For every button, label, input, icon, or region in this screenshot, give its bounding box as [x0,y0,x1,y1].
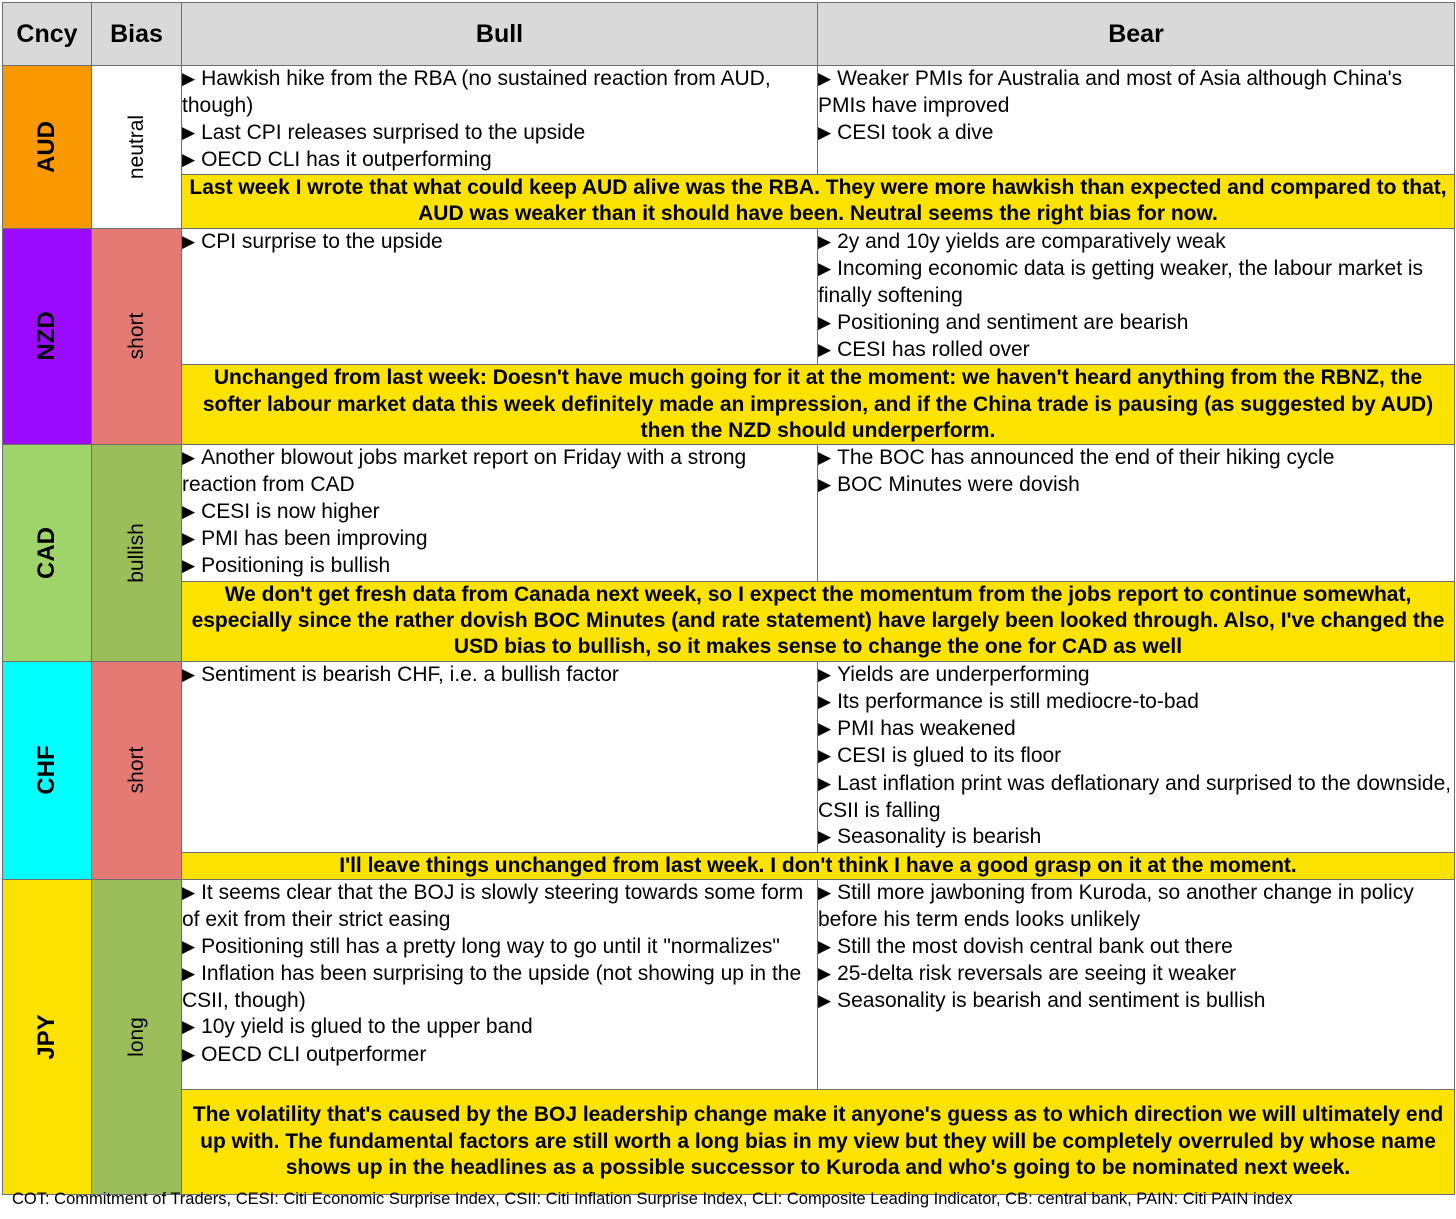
bull-factor: ▶ OECD CLI has it outperforming [182,147,492,171]
triangle-bullet-icon: ▶ [182,448,196,468]
bear-factor: ▶ CESI is glued to its floor [818,744,1062,768]
bear-cell-cad [818,445,1455,581]
comment-row-jpy [3,1089,1455,1194]
currency-cell-aud [3,66,92,229]
bull-factor: ▶ Hawkish hike from the RBA (no sustained reaction from AUD, though) [182,67,771,118]
triangle-bullet-icon: ▶ [818,963,832,983]
triangle-bullet-icon: ▶ [818,882,832,902]
triangle-bullet-icon: ▶ [182,963,196,983]
triangle-bullet-icon: ▶ [818,448,832,468]
currency-label: NZD [33,311,60,362]
bias-label: long [124,1017,148,1057]
bear-factor: ▶ BOC Minutes were dovish [818,473,1080,497]
triangle-bullet-icon: ▶ [818,122,832,142]
triangle-bullet-icon: ▶ [182,529,196,549]
currency-label: CHF [33,745,60,795]
abbreviations-footnote: COT: Commitment of Traders, CESI: Citi Economic Surprise Index, CSII: Citi Inflation Surprise Index, CLI: Composite Leading Indicator, CB: central bank, PAIN: Citi PAIN index [12,1190,1293,1208]
bias-cell-chf [92,661,182,879]
bias-cell-aud [92,66,182,229]
bull-factor: ▶ OECD CLI outperformer [182,1042,427,1066]
comment-row-nzd [3,365,1455,445]
triangle-bullet-icon: ▶ [182,1017,196,1037]
triangle-bullet-icon: ▶ [818,664,832,684]
currency-cell-nzd [3,228,92,444]
bear-factor: ▶ CESI has rolled over [818,337,1030,361]
triangle-bullet-icon: ▶ [818,746,832,766]
bear-cell-jpy [818,879,1455,1089]
bear-factor: ▶ Weaker PMIs for Australia and most of Asia although China's PMIs have improved [818,67,1403,118]
comment-aud: Last week I wrote that what could keep AUD alive was the RBA. They were more hawkish than expected and compared to that, AUD was weaker than it should have been. Neutral seems the right bias for now. [182,175,1455,229]
bear-factor: ▶ The BOC has announced the end of their hiking cycle [818,446,1335,470]
bear-factor: ▶ Seasonality is bearish [818,825,1042,849]
triangle-bullet-icon: ▶ [818,991,832,1011]
triangle-bullet-icon: ▶ [182,231,196,251]
currency-row-nzd [3,228,1455,364]
header-bias: Bias [92,3,182,66]
comment-row-aud [3,175,1455,229]
bull-cell-cad [182,445,818,581]
bull-factor: ▶ CPI surprise to the upside [182,229,443,253]
bull-cell-nzd [182,228,818,364]
triangle-bullet-icon: ▶ [182,882,196,902]
bull-factor: ▶ Last CPI releases surprised to the upside [182,120,586,144]
triangle-bullet-icon: ▶ [182,149,196,169]
bear-factor: ▶ Still the most dovish central bank out there [818,934,1233,958]
bias-cell-jpy [92,879,182,1194]
triangle-bullet-icon: ▶ [818,339,832,359]
currency-row-cad [3,445,1455,581]
bull-factor: ▶ It seems clear that the BOJ is slowly steering towards some form of exit from their strict easing [182,880,804,932]
currency-label: JPY [33,1014,60,1060]
header-row [3,3,1455,66]
bear-cell-nzd [818,228,1455,364]
triangle-bullet-icon: ▶ [818,827,832,847]
triangle-bullet-icon: ▶ [818,691,832,711]
bias-label: short [124,746,148,794]
triangle-bullet-icon: ▶ [818,719,832,739]
triangle-bullet-icon: ▶ [818,69,832,88]
currency-row-jpy [3,879,1455,1089]
header-bull: Bull [182,3,818,66]
bull-factor: ▶ Positioning still has a pretty long way to go until it "normalizes" [182,934,780,958]
bear-factor: ▶ Incoming economic data is getting weaker, the labour market is finally softening [818,257,1424,308]
triangle-bullet-icon: ▶ [818,936,832,956]
bull-factor: ▶ PMI has been improving [182,527,428,551]
header-currency: Cncy [3,3,92,66]
triangle-bullet-icon: ▶ [818,312,832,332]
comment-jpy: The volatility that's caused by the BOJ leadership change make it anyone's guess as to which direction we will ultimately end up with. The fundamental factors are still worth a long bias in my view but they will be completely overruled by whose name shows up in the headlines as a possible successor to Kuroda and who's going to be nominated next week. [182,1089,1455,1194]
triangle-bullet-icon: ▶ [182,501,196,521]
bear-factor: ▶ CESI took a dive [818,120,994,144]
triangle-bullet-icon: ▶ [182,69,196,88]
triangle-bullet-icon: ▶ [818,475,832,495]
comment-nzd: Unchanged from last week: Doesn't have much going for it at the moment: we haven't heard anything from the RBNZ, the softer labour market data this week definitely made an impression, and if the China trade is pausing (as suggested by AUD) then the NZD should underperform. [182,365,1455,445]
currency-row-chf [3,661,1455,852]
triangle-bullet-icon: ▶ [182,1044,196,1064]
bias-cell-nzd [92,228,182,444]
bull-factor: ▶ CESI is now higher [182,499,380,523]
currency-cell-chf [3,661,92,879]
bull-factor: ▶ Another blowout jobs market report on Friday with a strong reaction from CAD [182,446,747,497]
bias-label: neutral [124,114,148,179]
bear-factor: ▶ Positioning and sentiment are bearish [818,310,1189,334]
bear-cell-aud [818,66,1455,175]
bear-factor: ▶ PMI has weakened [818,717,1016,741]
triangle-bullet-icon: ▶ [182,664,196,684]
bear-factor: ▶ Seasonality is bearish and sentiment is bullish [818,989,1266,1013]
comment-row-chf [3,852,1455,879]
bear-factor: ▶ Last inflation print was deflationary and surprised to the downside, CSII is falling [818,771,1452,823]
bear-factor: ▶ 25-delta risk reversals are seeing it weaker [818,961,1237,985]
bias-label: short [124,313,148,360]
bull-factor: ▶ 10y yield is glued to the upper band [182,1015,533,1039]
triangle-bullet-icon: ▶ [182,556,196,576]
bull-cell-chf [182,661,818,852]
triangle-bullet-icon: ▶ [182,122,196,142]
bias-cell-cad [92,445,182,661]
currency-label: CAD [33,526,60,579]
bull-factor: ▶ Sentiment is bearish CHF, i.e. a bullish factor [182,662,619,686]
currency-row-aud [3,66,1455,175]
fx-bias-table [2,2,1455,1195]
bull-cell-aud [182,66,818,175]
bear-factor: ▶ 2y and 10y yields are comparatively weak [818,229,1226,253]
triangle-bullet-icon: ▶ [818,231,832,251]
bull-factor: ▶ Positioning is bullish [182,554,391,578]
triangle-bullet-icon: ▶ [818,773,832,793]
currency-label: AUD [33,120,60,173]
triangle-bullet-icon: ▶ [182,936,196,956]
currency-cell-jpy [3,879,92,1194]
comment-row-cad [3,581,1455,661]
bias-label: bullish [124,523,148,583]
bear-factor: ▶ Its performance is still mediocre-to-bad [818,689,1199,713]
header-bear: Bear [818,3,1455,66]
bear-factor: ▶ Yields are underperforming [818,662,1090,686]
currency-cell-cad [3,445,92,661]
comment-chf: I'll leave things unchanged from last week. I don't think I have a good grasp on it at the moment. [182,852,1455,879]
bear-cell-chf [818,661,1455,852]
triangle-bullet-icon: ▶ [818,259,832,279]
bear-factor: ▶ Still more jawboning from Kuroda, so another change in policy before his term ends looks unlikely [818,880,1414,932]
comment-cad: We don't get fresh data from Canada next week, so I expect the momentum from the jobs report to continue somewhat, especially since the rather dovish BOC Minutes (and rate statement) have largely been looked through. Also, I've changed the USD bias to bullish, so it makes sense to change the one for CAD as well [182,581,1455,661]
bull-cell-jpy [182,879,818,1089]
bull-factor: ▶ Inflation has been surprising to the upside (not showing up in the CSII, though) [182,961,802,1013]
